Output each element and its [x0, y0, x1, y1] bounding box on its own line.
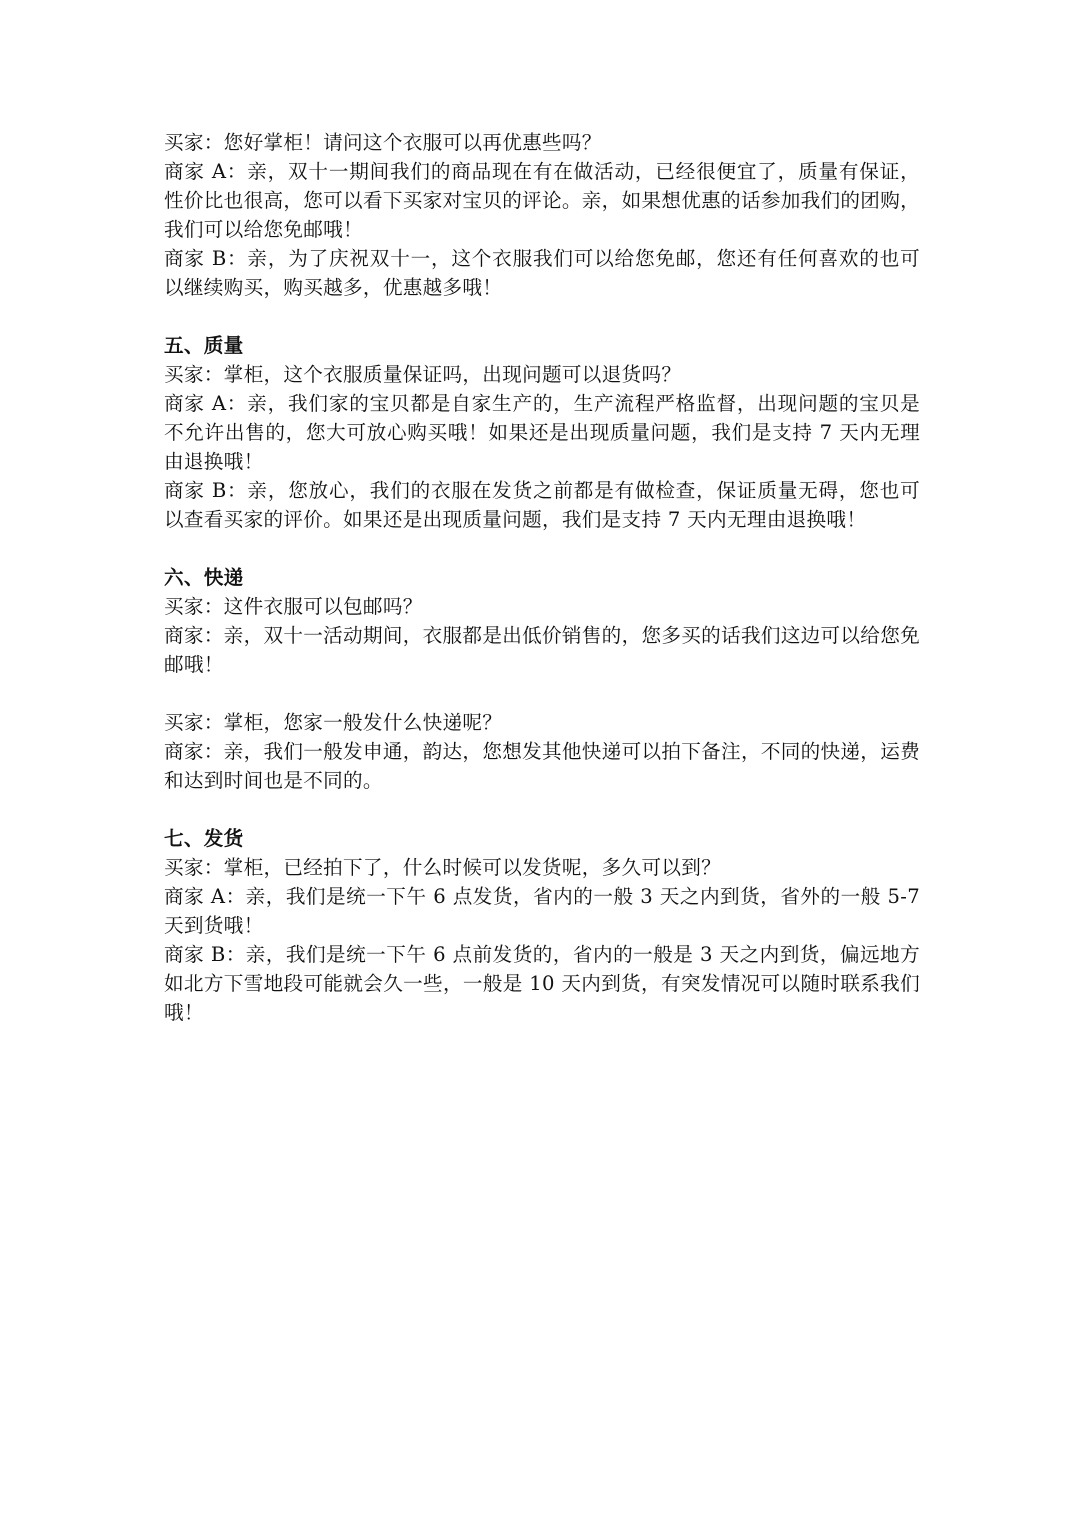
document-body: [164, 128, 920, 1027]
buyer-question: 买家：掌柜，您家一般发什么快递呢？: [164, 711, 503, 734]
spacer: [164, 795, 920, 824]
section-express: [164, 563, 920, 795]
spacer: [164, 679, 920, 708]
spacer: [164, 302, 920, 331]
buyer-question: 买家：您好掌柜！请问这个衣服可以再优惠些吗？: [164, 131, 602, 154]
merchant-reply: 商家：亲，我们一般发申通，韵达，您想发其他快递可以拍下备注，不同的快递，运费和达到时间也是不同的。: [164, 740, 920, 792]
merchant-b-reply: 商家 B：亲，我们是统一下午 6 点前发货的，省内的一般是 3 天之内到货，偏远地方如北方下雪地段可能就会久一些，一般是 10 天内到货，有突发情况可以随时联系我们哦！: [164, 943, 920, 1024]
spacer: [164, 534, 920, 563]
buyer-question: 买家：这件衣服可以包邮吗？: [164, 595, 423, 618]
buyer-question: 买家：掌柜，这个衣服质量保证吗，出现问题可以退货吗？: [164, 363, 682, 386]
merchant-b-reply: 商家 B：亲，您放心，我们的衣服在发货之前都是有做检查，保证质量无碍，您也可以查看买家的评价。如果还是出现质量问题，我们是支持 7 天内无理由退换哦！: [164, 479, 920, 531]
merchant-b-reply: 商家 B：亲，为了庆祝双十一，这个衣服我们可以给您免邮，您还有任何喜欢的也可以继续购买，购买越多，优惠越多哦！: [164, 247, 920, 299]
buyer-question: 买家：掌柜，已经拍下了，什么时候可以发货呢，多久可以到？: [164, 856, 722, 879]
merchant-a-reply: 商家 A：亲，我们家的宝贝都是自家生产的，生产流程严格监督，出现问题的宝贝是不允许出售的，您大可放心购买哦！如果还是出现质量问题，我们是支持 7 天内无理由退换哦！: [164, 392, 920, 473]
section-discount: [164, 128, 920, 302]
section-shipping: [164, 824, 920, 1027]
merchant-a-reply: 商家 A：亲，我们是统一下午 6 点发货，省内的一般 3 天之内到货，省外的一般 5-7 天到货哦！: [164, 885, 920, 937]
section-quality: [164, 331, 920, 534]
section-heading: 六、快递: [164, 566, 244, 589]
section-heading: 五、质量: [164, 334, 244, 357]
merchant-reply: 商家：亲，双十一活动期间，衣服都是出低价销售的，您多买的话我们这边可以给您免邮哦！: [164, 624, 920, 676]
section-heading: 七、发货: [164, 827, 244, 850]
merchant-a-reply: 商家 A：亲，双十一期间我们的商品现在有在做活动，已经很便宜了，质量有保证，性价比也很高，您可以看下买家对宝贝的评论。亲，如果想优惠的话参加我们的团购，我们可以给您免邮哦！: [164, 160, 920, 241]
